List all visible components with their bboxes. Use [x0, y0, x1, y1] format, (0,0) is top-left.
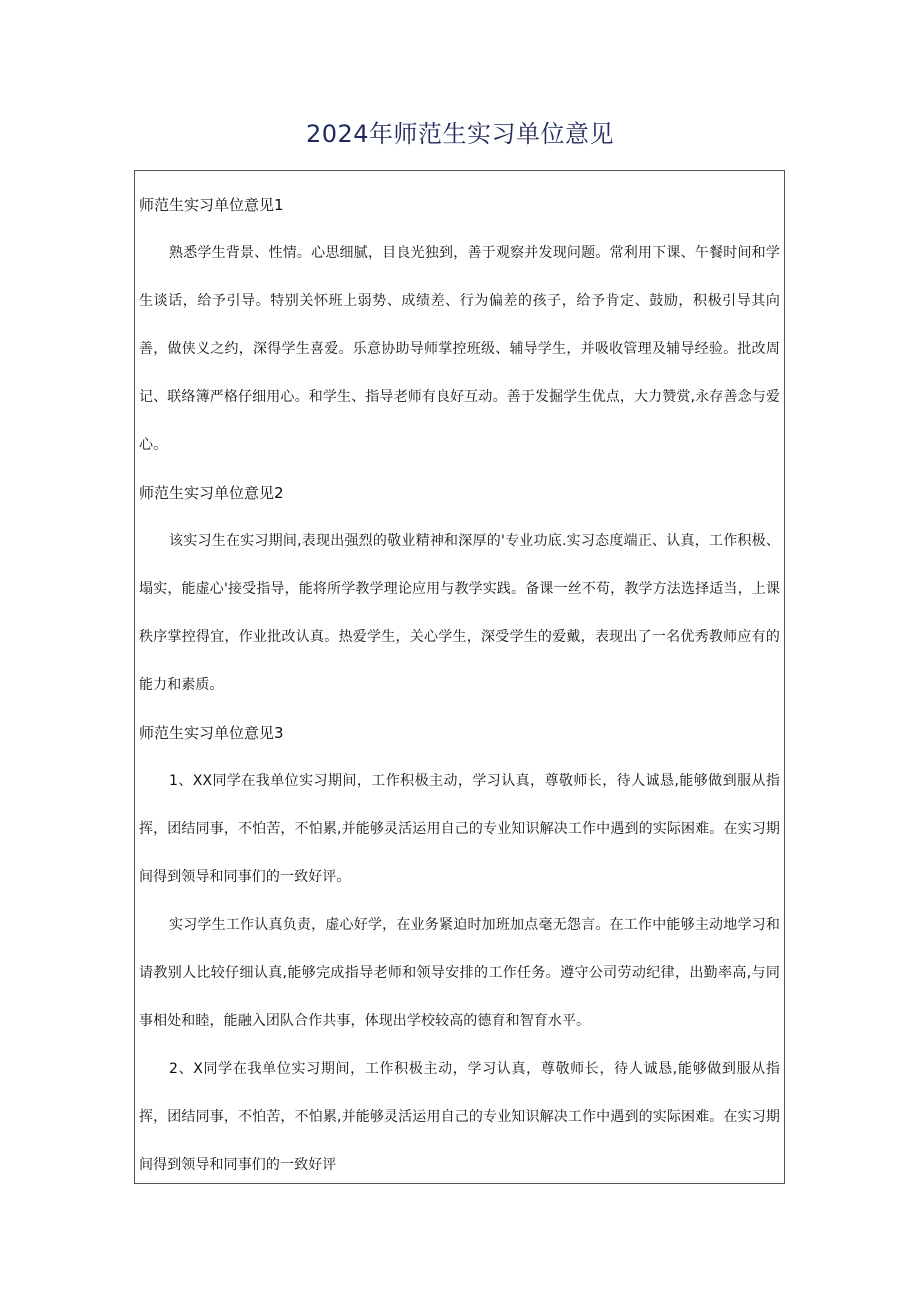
document-body [134, 170, 785, 1184]
section-heading: 师范生实习单位意见3 [139, 724, 284, 742]
section-paragraph: 该实习生在实习期间,表现出强烈的敬业精神和深厚的'专业功底.实习态度端正、认真，工作积极、塌实，能虚心'接受指导，能将所学教学理论应用与教学实践。备课一丝不苟，教学方法选择适当，上课秩序掌控得宜，作业批改认真。热爱学生，关心学生，深受学生的爱戴，表现出了一名优秀教师应有的能力和素质。 [139, 533, 780, 693]
section-paragraph: 1、XX同学在我单位实习期间，工作积极主动，学习认真，尊敬师长，待人诚恳,能够做到服从指挥，团结同事，不怕苦，不怕累,并能够灵活运用自己的专业知识解决工作中遇到的实际困难。在实习期间得到领导和同事们的一致好评。 [139, 773, 780, 885]
section-paragraph: 2、X同学在我单位实习期间，工作积极主动，学习认真，尊敬师长，待人诚恳,能够做到服从指挥，团结同事，不怕苦，不怕累,并能够灵活运用自己的专业知识解决工作中遇到的实际困难。在实习期间得到领导和同事们的一致好评 [139, 1061, 780, 1173]
section-heading: 师范生实习单位意见1 [139, 196, 284, 214]
document-title: 2024年师范生实习单位意见 [305, 120, 615, 148]
section-paragraph: 实习学生工作认真负责，虚心好学，在业务紧迫时加班加点毫无怨言。在工作中能够主动地学习和请教别人比较仔细认真,能够完成指导老师和领导安排的工作任务。遵守公司劳动纪律，出勤率高,与同事相处和睦，能融入团队合作共事，体现出学校较高的德育和智育水平。 [139, 917, 780, 1029]
section-heading: 师范生实习单位意见2 [139, 484, 284, 502]
section-paragraph: 熟悉学生背景、性情。心思细腻，目良光独到，善于观察并发现问题。常利用下课、午餐时间和学生谈话，给予引导。特别关怀班上弱势、成绩差、行为偏差的孩子，给予肯定、鼓励，积极引导其向善，做侠义之约，深得学生喜爱。乐意协助导师掌控班级、辅导学生，并吸收管理及辅导经验。批改周记、联络簿严格仔细用心。和学生、指导老师有良好互动。善于发掘学生优点，大力赞赏,永存善念与爱心。 [139, 245, 780, 453]
